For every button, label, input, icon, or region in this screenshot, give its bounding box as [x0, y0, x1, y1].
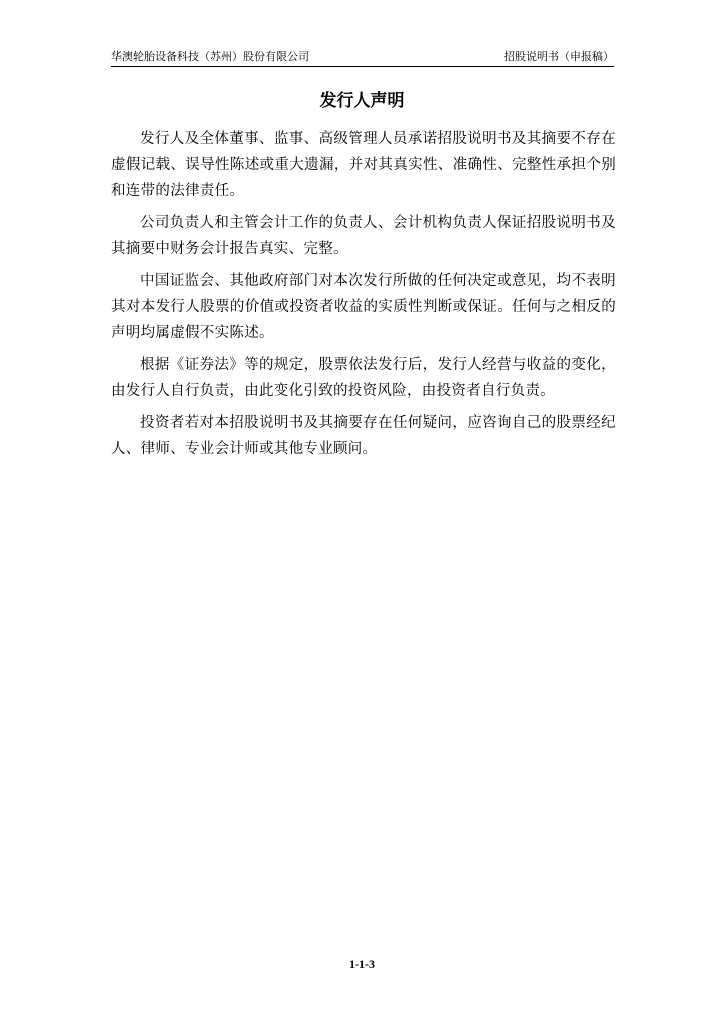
page-title: 发行人声明: [319, 91, 405, 111]
header-document-type: 招股说明书（申报稿）: [504, 50, 614, 63]
header-company-name: 华澳轮胎设备科技（苏州）股份有限公司: [111, 50, 309, 63]
paragraph-2: 公司负责人和主管会计工作的负责人、会计机构负责人保证招股说明书及其摘要中财务会计报告真实、完整。: [111, 215, 616, 257]
paragraph-1: 发行人及全体董事、监事、高级管理人员承诺招股说明书及其摘要不存在虚假记载、误导性陈述或重大遗漏，并对其真实性、准确性、完整性承担个别和连带的法律责任。: [111, 131, 616, 199]
paragraph-3: 中国证监会、其他政府部门对本次发行所做的任何决定或意见，均不表明其对本发行人股票的价值或投资者收益的实质性判断或保证。任何与之相反的声明均属虚假不实陈述。: [111, 273, 616, 341]
paragraph-5: 投资者若对本招股说明书及其摘要存在任何疑问，应咨询自己的股票经纪人、律师、专业会计师或其他专业顾问。: [111, 415, 616, 457]
page-number: 1-1-3: [349, 957, 375, 971]
paragraph-4: 根据《证券法》等的规定，股票依法发行后，发行人经营与收益的变化，由发行人自行负责，由此变化引致的投资风险，由投资者自行负责。: [111, 357, 616, 399]
page-header: [111, 48, 614, 67]
statement-body: [111, 126, 616, 468]
